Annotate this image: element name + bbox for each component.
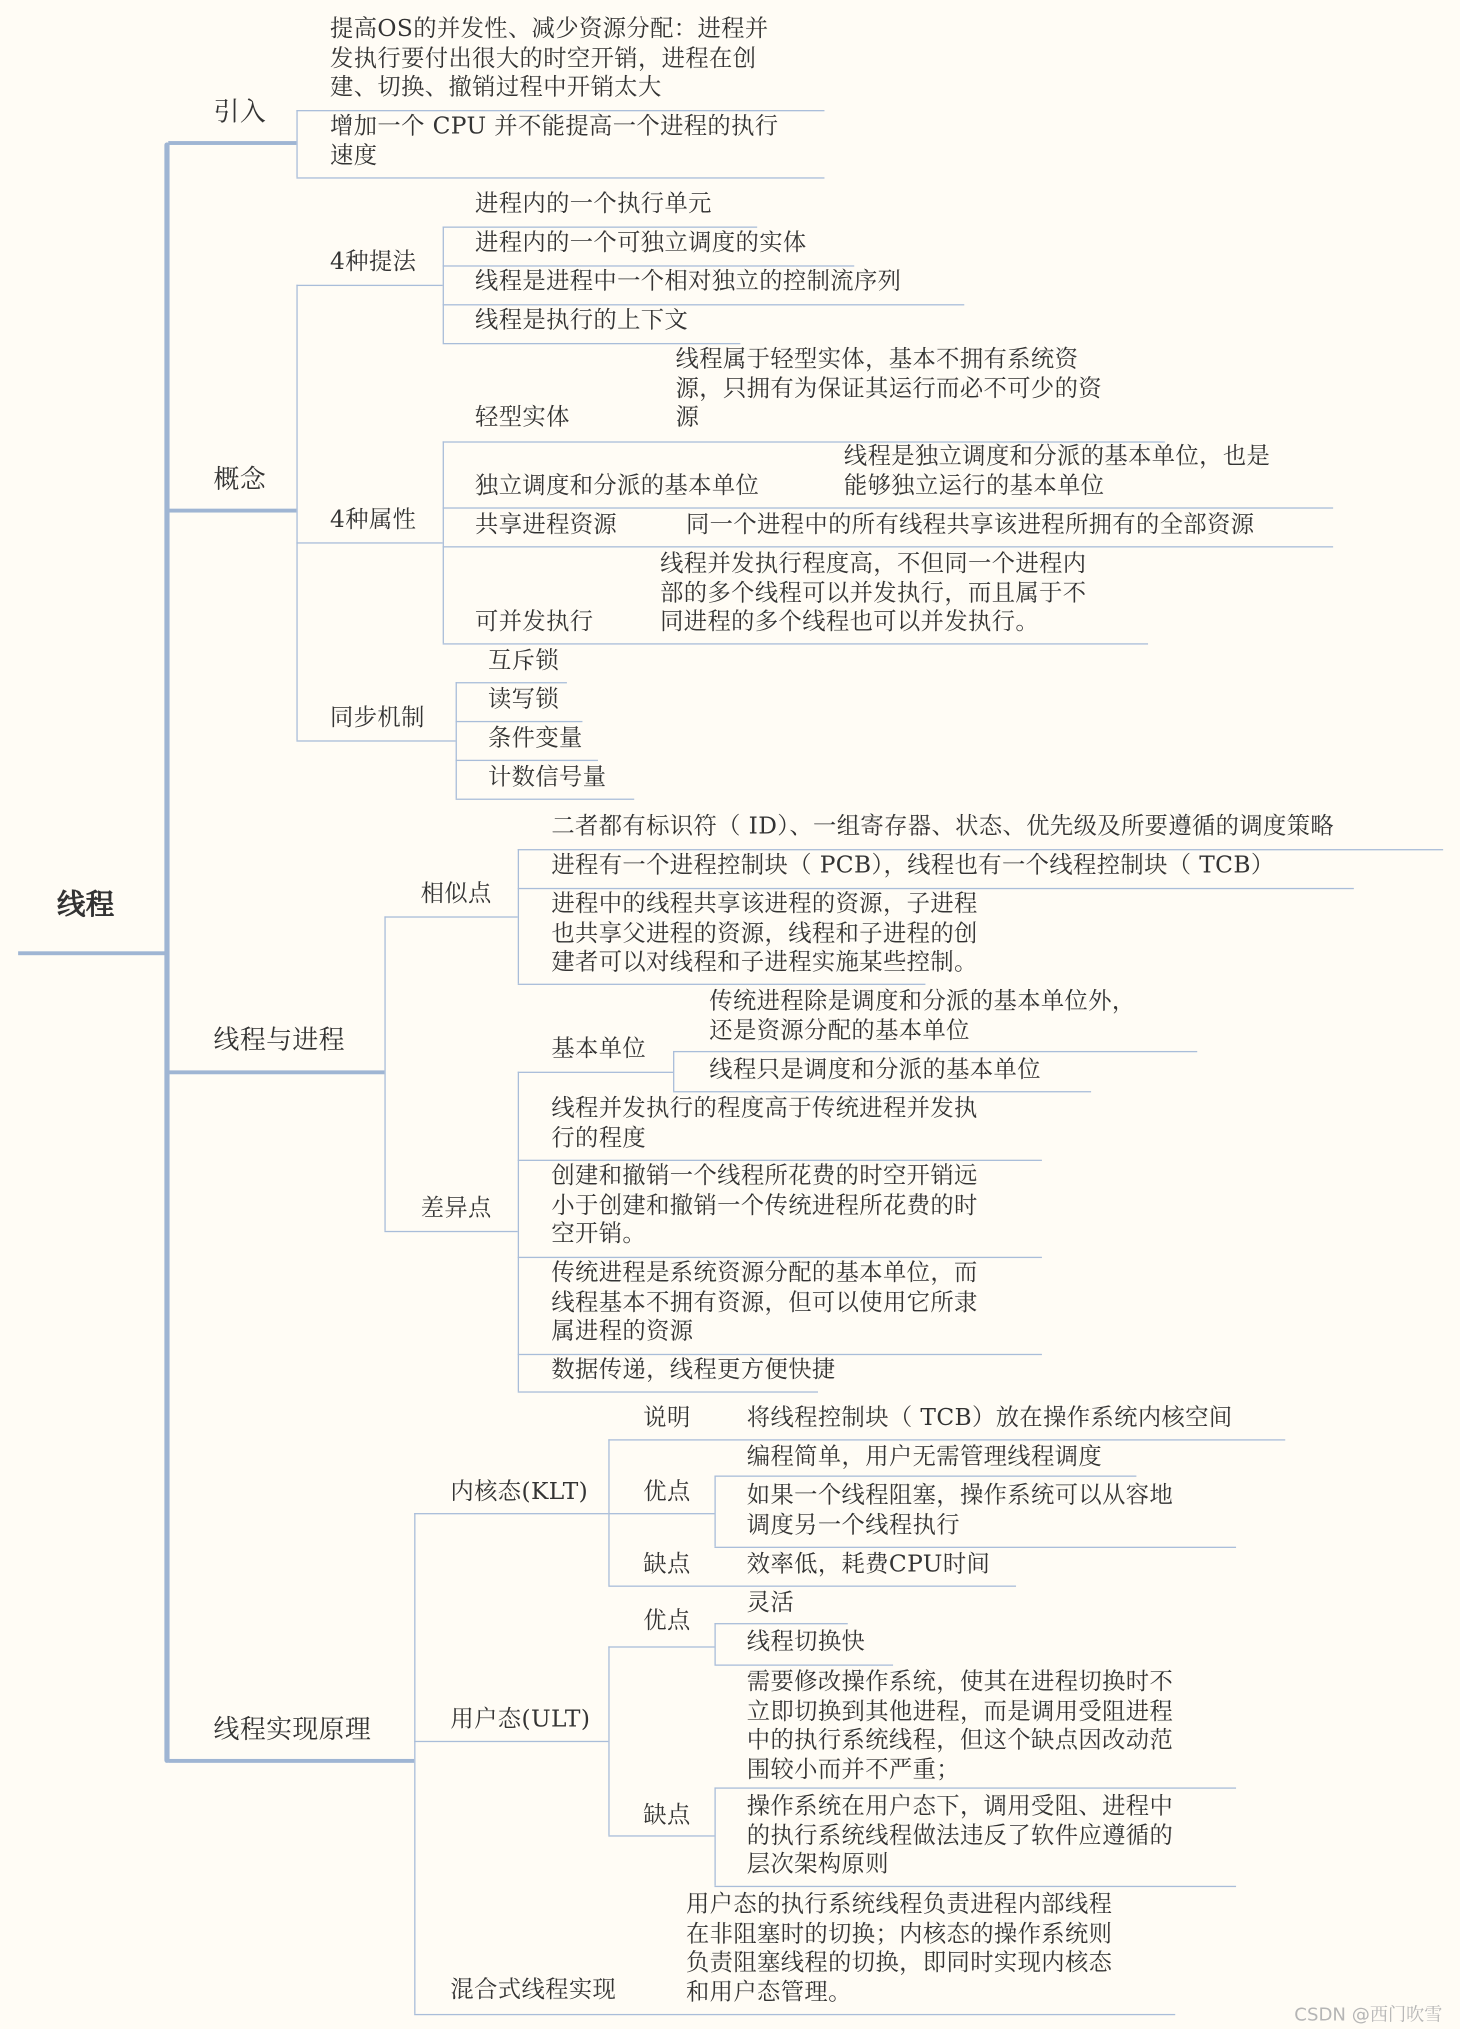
connector-line [164, 142, 169, 1762]
connector-line [608, 1586, 1016, 1587]
different-item[interactable]: 线程并发执行的程度高于传统进程并发执 行的程度 [551, 1094, 978, 1152]
connector-line [443, 441, 444, 643]
connector-line [608, 1513, 714, 1514]
connector-line [296, 285, 297, 741]
node-four-views[interactable]: 4种提法 [330, 248, 417, 276]
attr-name[interactable]: 独立调度和分派的基本单位 [475, 472, 760, 500]
connector-line [518, 984, 926, 985]
basic-unit-item[interactable]: 线程只是调度和分派的基本单位 [709, 1056, 1041, 1084]
klt-pro-item[interactable]: 编程简单，用户无需管理线程调度 [746, 1443, 1103, 1471]
connector-line [168, 1759, 414, 1763]
node-four-attrs[interactable]: 4种属性 [330, 506, 417, 534]
connector-line [443, 546, 1333, 547]
view-item[interactable]: 进程内的一个可独立调度的实体 [475, 229, 807, 257]
connector-line [518, 849, 1443, 850]
view-item[interactable]: 线程是执行的上下文 [475, 306, 689, 334]
connector-line [296, 740, 455, 741]
attr-desc[interactable]: 同一个进程中的所有线程共享该进程所拥有的全部资源 [685, 511, 1255, 539]
connector-line [714, 1623, 847, 1624]
connector-line [608, 1835, 714, 1836]
similar-item[interactable]: 进程有一个进程控制块（ PCB），线程也有一个线程控制块（ TCB） [551, 851, 1275, 879]
similar-item[interactable]: 进程中的线程共享该进程的资源，子进程 也共享父进程的资源，线程和子进程的创 建者可以对线程和子进程实施某些控制。 [551, 890, 978, 976]
connector-line [518, 1391, 818, 1392]
connector-line [168, 141, 296, 145]
node-basic-unit[interactable]: 基本单位 [551, 1035, 647, 1063]
ult-cons-label[interactable]: 缺点 [643, 1801, 691, 1829]
connector-line [673, 1051, 674, 1091]
connector-line [518, 1072, 519, 1392]
attr-desc[interactable]: 线程属于轻型实体，基本不拥有系统资 源，只拥有为保证其运行而必不可少的资 源 [675, 345, 1102, 432]
klt-note-label[interactable]: 说明 [643, 1404, 691, 1432]
connector-line [714, 1787, 715, 1885]
node-thread-vs-process[interactable]: 线程与进程 [213, 1023, 345, 1055]
node-ult[interactable]: 用户态(ULT) [450, 1705, 591, 1734]
ult-con-item[interactable]: 需要修改操作系统，使其在进程切换时不 立即切换到其他进程，而是调用受阻进程 中的执行系统线程，但这个缺点因改动范 围较小而并不严重； [746, 1668, 1174, 1783]
ult-con-item[interactable]: 操作系统在用户态下，调用受阻、进程中 的执行系统线程做法违反了软件应遵循的 层次架构原则 [746, 1792, 1174, 1879]
connector-line [608, 1439, 609, 1585]
sync-item[interactable]: 读写锁 [487, 685, 560, 714]
node-sync[interactable]: 同步机制 [330, 704, 425, 732]
connector-line [443, 507, 1333, 508]
connector-line [168, 1070, 384, 1074]
intro-item[interactable]: 提高OS的并发性、减少资源分配：进程并 发执行要付出很大的时空开销，进程在创 建、切换、撤销过程中开销太大 [330, 15, 769, 101]
connector-line [296, 542, 442, 543]
connector-line [608, 1439, 1285, 1440]
connector-line [296, 285, 442, 286]
sync-item[interactable]: 条件变量 [487, 724, 583, 752]
connector-line [518, 1257, 1042, 1258]
connector-line [296, 110, 824, 111]
connector-line [414, 2014, 1175, 2015]
node-klt[interactable]: 内核态(KLT) [450, 1478, 589, 1506]
hybrid-desc[interactable]: 用户态的执行系统线程负责进程内部线程 在非阻塞时的切换；内核态的操作系统则 负责阻塞线程的切换，即同时实现内核态 和用户态管理。 [685, 1890, 1113, 2006]
connector-line [714, 1664, 893, 1665]
attr-name[interactable]: 轻型实体 [475, 403, 570, 432]
basic-unit-item[interactable]: 传统进程除是调度和分派的基本单位外， 还是资源分配的基本单位 [709, 987, 1136, 1044]
klt-cons[interactable]: 效率低，耗费CPU时间 [746, 1550, 991, 1578]
view-item[interactable]: 进程内的一个执行单元 [475, 190, 712, 218]
connector-line [714, 1886, 1236, 1887]
klt-pros-label[interactable]: 优点 [643, 1478, 691, 1506]
connector-line [443, 643, 1148, 644]
connector-line [443, 227, 758, 228]
connector-line [518, 1160, 1042, 1161]
node-concept[interactable]: 概念 [213, 463, 267, 495]
klt-cons-label[interactable]: 缺点 [643, 1550, 691, 1578]
connector-line [518, 1072, 673, 1073]
connector-line [18, 951, 168, 955]
connector-line [518, 1354, 1042, 1355]
sync-item[interactable]: 计数信号量 [487, 763, 607, 791]
attr-name[interactable]: 可并发执行 [475, 608, 594, 636]
connector-line [456, 682, 567, 683]
connector-line [456, 760, 598, 761]
sync-item[interactable]: 互斥锁 [487, 647, 560, 675]
different-item[interactable]: 传统进程是系统资源分配的基本单位，而 线程基本不拥有资源，但可以使用它所隶 属进程的资源 [551, 1259, 978, 1345]
connector-line [384, 916, 385, 1231]
connector-line [456, 799, 635, 800]
connector-line [714, 1787, 1236, 1788]
connector-line [673, 1051, 1197, 1052]
connector-line [384, 916, 517, 917]
similar-item[interactable]: 二者都有标识符（ ID）、一组寄存器、状态、优先级及所要遵循的调度策略 [551, 812, 1335, 841]
connector-line [443, 343, 741, 344]
node-implementation[interactable]: 线程实现原理 [213, 1713, 372, 1745]
ult-pro-item[interactable]: 灵活 [746, 1589, 795, 1617]
intro-item[interactable]: 增加一个 CPU 并不能提高一个进程的执行 速度 [330, 112, 779, 169]
view-item[interactable]: 线程是进程中一个相对独立的控制流序列 [475, 267, 902, 296]
watermark: CSDN @西门吹雪 [1294, 2004, 1443, 2026]
connector-line [443, 265, 855, 266]
connector-line [443, 227, 444, 343]
connector-line [456, 721, 583, 722]
connector-line [518, 849, 519, 984]
connector-line [518, 888, 1354, 889]
connector-line [714, 1476, 1136, 1477]
connector-line [296, 110, 297, 177]
connector-line [456, 682, 457, 798]
different-item[interactable]: 数据传递，线程更方便快捷 [551, 1356, 836, 1384]
connector-line [714, 1623, 715, 1664]
root-node[interactable]: 线程 [56, 887, 115, 922]
connector-line [414, 1513, 608, 1514]
connector-line [414, 1513, 415, 2014]
connector-line [608, 1646, 609, 1835]
connector-line [673, 1091, 1091, 1092]
different-item[interactable]: 创建和撤销一个线程所花费的时空开销远 小于创建和撤销一个传统进程所花费的时 空开销。 [551, 1162, 978, 1248]
attr-name[interactable]: 共享进程资源 [475, 511, 618, 539]
connector-line [443, 304, 965, 305]
node-hybrid[interactable]: 混合式线程实现 [450, 1976, 617, 2004]
connector-line [608, 1646, 714, 1647]
klt-note[interactable]: 将线程控制块（ TCB）放在操作系统内核空间 [746, 1404, 1233, 1432]
connector-line [168, 509, 296, 513]
ult-pros-label[interactable]: 优点 [643, 1607, 691, 1635]
node-intro[interactable]: 引入 [213, 95, 267, 127]
connector-line [714, 1547, 1236, 1548]
node-similar[interactable]: 相似点 [420, 880, 492, 908]
node-different[interactable]: 差异点 [420, 1194, 492, 1222]
klt-pro-item[interactable]: 如果一个线程阻塞，操作系统可以从容地 调度另一个线程执行 [746, 1481, 1174, 1539]
connector-line [384, 1231, 517, 1232]
attr-desc[interactable]: 线程并发执行程度高，不但同一个进程内 部的多个线程可以并发执行，而且属于不 同进程的多个线程也可以并发执行。 [660, 550, 1087, 636]
connector-line [414, 1741, 608, 1742]
attr-desc[interactable]: 线程是独立调度和分派的基本单位，也是 能够独立运行的基本单位 [843, 442, 1271, 499]
connector-line [296, 177, 824, 178]
ult-pro-item[interactable]: 线程切换快 [746, 1628, 866, 1656]
connector-line [714, 1476, 715, 1547]
